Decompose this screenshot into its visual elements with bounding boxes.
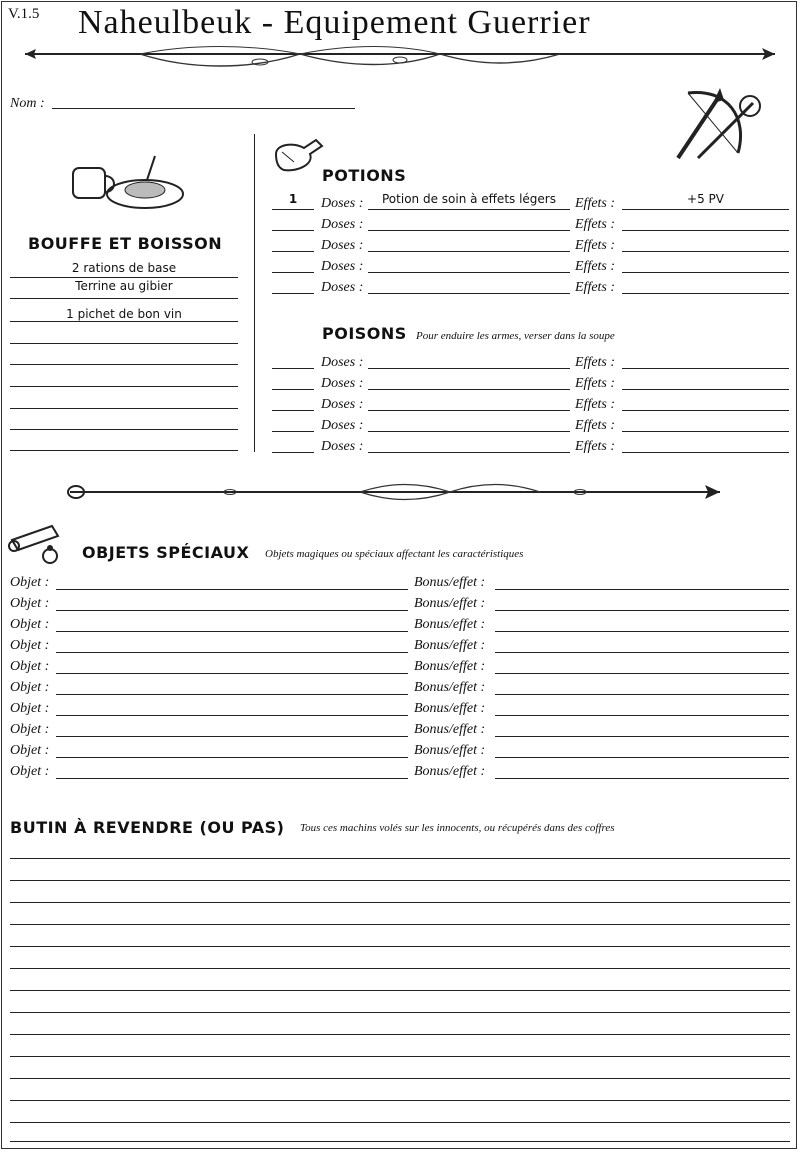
poison-qty-field[interactable] (272, 452, 314, 453)
bonus-label: Bonus/effet : (414, 743, 486, 758)
potion-name-field[interactable] (368, 209, 570, 210)
potion-effect-field[interactable] (622, 230, 789, 231)
butin-line[interactable] (10, 1100, 790, 1101)
doses-label: Doses : (321, 238, 364, 253)
doses-label: Doses : (321, 196, 364, 211)
objet-label: Objet : (10, 617, 50, 632)
bonus-label: Bonus/effet : (414, 701, 486, 716)
objet-field[interactable] (56, 757, 408, 758)
poison-effect-field[interactable] (622, 410, 789, 411)
potion-qty-field[interactable] (272, 293, 314, 294)
food-line[interactable] (10, 343, 238, 344)
effets-label: Effets : (575, 418, 616, 433)
butin-line[interactable] (10, 946, 790, 947)
bonus-field[interactable] (495, 694, 789, 695)
butin-subtitle: Tous ces machins volés sur les innocents, ou récupérés dans des coffres (300, 822, 615, 834)
objets-heading: OBJETS SPÉCIAUX (82, 543, 250, 562)
doses-label: Doses : (321, 376, 364, 391)
doses-label: Doses : (321, 217, 364, 232)
butin-line[interactable] (10, 858, 790, 859)
poison-qty-field[interactable] (272, 431, 314, 432)
potion-name-field[interactable] (368, 272, 570, 273)
version-label: V.1.5 (8, 6, 40, 22)
column-separator (254, 134, 255, 452)
bonus-field[interactable] (495, 610, 789, 611)
potion-qty-field[interactable] (272, 230, 314, 231)
bonus-field[interactable] (495, 589, 789, 590)
butin-line[interactable] (10, 1141, 790, 1142)
bonus-field[interactable] (495, 736, 789, 737)
doses-label: Doses : (321, 418, 364, 433)
poison-name-field[interactable] (368, 410, 570, 411)
objet-label: Objet : (10, 575, 50, 590)
poison-name-field[interactable] (368, 452, 570, 453)
food-item: Terrine au gibier (75, 279, 173, 293)
poison-qty-field[interactable] (272, 368, 314, 369)
potion-qty-field[interactable] (272, 251, 314, 252)
potion-effect-field[interactable] (622, 293, 789, 294)
objets-subtitle: Objets magiques ou spéciaux affectant les caractéristiques (265, 548, 524, 560)
objet-field[interactable] (56, 589, 408, 590)
bonus-label: Bonus/effet : (414, 722, 486, 737)
bonus-field[interactable] (495, 631, 789, 632)
objet-field[interactable] (56, 610, 408, 611)
objet-label: Objet : (10, 596, 50, 611)
objet-label: Objet : (10, 743, 50, 758)
food-illustration-icon (65, 150, 190, 215)
butin-line[interactable] (10, 1122, 790, 1123)
effets-label: Effets : (575, 376, 616, 391)
objet-field[interactable] (56, 652, 408, 653)
bonus-field[interactable] (495, 715, 789, 716)
butin-line[interactable] (10, 1034, 790, 1035)
potions-heading: POTIONS (322, 166, 407, 185)
doses-label: Doses : (321, 439, 364, 454)
objet-label: Objet : (10, 764, 50, 779)
sheet-title: Naheulbeuk - Equipement Guerrier (78, 4, 591, 41)
poisons-subtitle: Pour enduire les armes, verser dans la soupe (416, 330, 615, 342)
objet-field[interactable] (56, 631, 408, 632)
potion-name-field[interactable] (368, 251, 570, 252)
potion-name: Potion de soin à effets légers (382, 192, 556, 206)
bonus-label: Bonus/effet : (414, 575, 486, 590)
effets-label: Effets : (575, 259, 616, 274)
butin-line[interactable] (10, 1056, 790, 1057)
food-line[interactable] (10, 277, 238, 278)
poisons-heading: POISONS (322, 324, 407, 343)
bonus-label: Bonus/effet : (414, 617, 486, 632)
potion-qty-field[interactable] (272, 209, 314, 210)
objet-field[interactable] (56, 694, 408, 695)
objet-field[interactable] (56, 778, 408, 779)
spear-ornament-top (20, 40, 790, 76)
nom-label: Nom : (10, 96, 45, 111)
staff-ornament (60, 478, 740, 506)
poison-effect-field[interactable] (622, 389, 789, 390)
bonus-field[interactable] (495, 673, 789, 674)
food-item: 2 rations de base (71, 261, 177, 275)
doses-label: Doses : (321, 280, 364, 295)
food-heading: BOUFFE ET BOISSON (28, 234, 223, 253)
effets-label: Effets : (575, 238, 616, 253)
bonus-label: Bonus/effet : (414, 659, 486, 674)
poison-name-field[interactable] (368, 368, 570, 369)
potion-qty-field[interactable] (272, 272, 314, 273)
nom-field[interactable] (52, 108, 355, 109)
bonus-field[interactable] (495, 757, 789, 758)
food-item: 1 pichet de bon vin (66, 307, 182, 321)
objet-field[interactable] (56, 715, 408, 716)
objet-label: Objet : (10, 659, 50, 674)
effets-label: Effets : (575, 196, 616, 211)
doses-label: Doses : (321, 397, 364, 412)
food-line[interactable] (10, 429, 238, 430)
poison-name-field[interactable] (368, 389, 570, 390)
potion-name-field[interactable] (368, 293, 570, 294)
poison-qty-field[interactable] (272, 410, 314, 411)
potion-qty: 1 (288, 192, 298, 206)
food-line[interactable] (10, 364, 238, 365)
effets-label: Effets : (575, 280, 616, 295)
objet-field[interactable] (56, 736, 408, 737)
butin-heading: BUTIN À REVENDRE (OU PAS) (10, 818, 285, 837)
effets-label: Effets : (575, 439, 616, 454)
food-line[interactable] (10, 408, 238, 409)
potion-name-field[interactable] (368, 230, 570, 231)
poison-effect-field[interactable] (622, 452, 789, 453)
potion-effect-field[interactable] (622, 209, 789, 210)
bonus-label: Bonus/effet : (414, 596, 486, 611)
doses-label: Doses : (321, 259, 364, 274)
food-line[interactable] (10, 450, 238, 451)
butin-line[interactable] (10, 990, 790, 991)
poison-effect-field[interactable] (622, 368, 789, 369)
weapons-icon (668, 78, 770, 168)
effets-label: Effets : (575, 217, 616, 232)
potion-effect-field[interactable] (622, 272, 789, 273)
potion-effect: +5 PV (687, 192, 724, 206)
potion-bottle-icon (270, 132, 326, 176)
effets-label: Effets : (575, 397, 616, 412)
food-line[interactable] (10, 298, 238, 299)
bonus-field[interactable] (495, 652, 789, 653)
butin-line[interactable] (10, 924, 790, 925)
poison-name-field[interactable] (368, 431, 570, 432)
bonus-field[interactable] (495, 778, 789, 779)
butin-line[interactable] (10, 902, 790, 903)
butin-line[interactable] (10, 1012, 790, 1013)
poison-effect-field[interactable] (622, 431, 789, 432)
food-line[interactable] (10, 386, 238, 387)
bonus-label: Bonus/effet : (414, 638, 486, 653)
doses-label: Doses : (321, 355, 364, 370)
potion-effect-field[interactable] (622, 251, 789, 252)
butin-line[interactable] (10, 1078, 790, 1079)
food-line[interactable] (10, 321, 238, 322)
objet-label: Objet : (10, 638, 50, 653)
bonus-label: Bonus/effet : (414, 680, 486, 695)
scroll-ring-icon (6, 520, 78, 568)
butin-line[interactable] (10, 968, 790, 969)
objet-label: Objet : (10, 722, 50, 737)
objet-label: Objet : (10, 701, 50, 716)
objet-label: Objet : (10, 680, 50, 695)
effets-label: Effets : (575, 355, 616, 370)
poison-qty-field[interactable] (272, 389, 314, 390)
bonus-label: Bonus/effet : (414, 764, 486, 779)
objet-field[interactable] (56, 673, 408, 674)
butin-line[interactable] (10, 880, 790, 881)
